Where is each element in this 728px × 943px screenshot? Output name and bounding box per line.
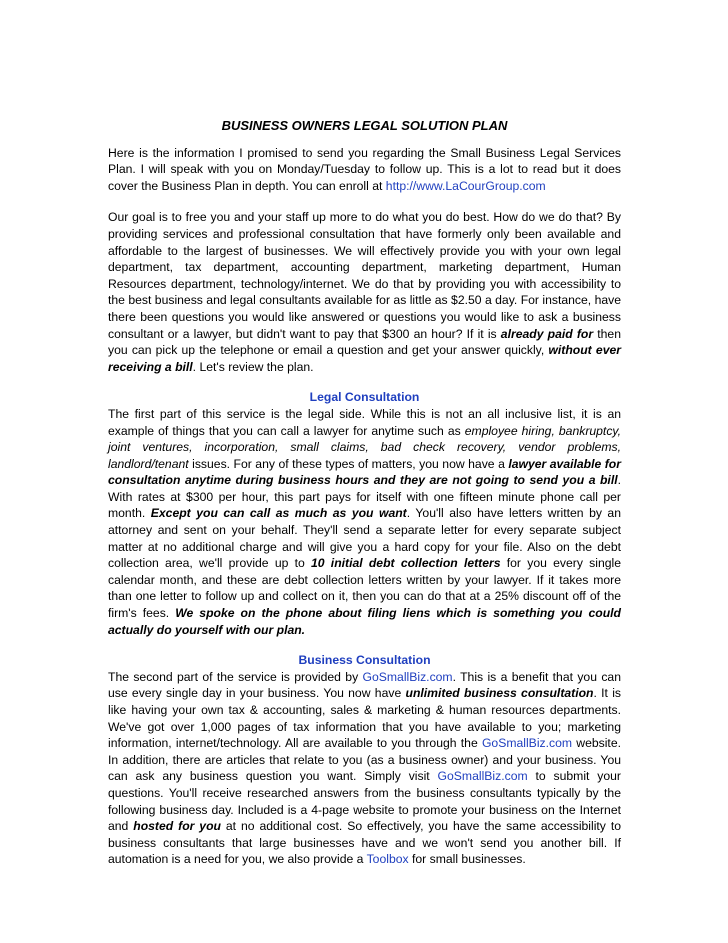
business-text-5: to submit your questions. You'll receive researched answers from the business consultants typically by the following business day. Included is a 4-page website to promote your business on the Internet and [108, 769, 621, 834]
business-emphasis-hosted: hosted for you [133, 819, 221, 834]
goal-text-2: then you can pick up the telephone or email a question and get your answer quickly, [108, 326, 621, 358]
business-emphasis-unlimited: unlimited business consultation [405, 686, 594, 701]
intro-text: Here is the information I promised to send you regarding the Small Business Legal Services Plan. I will speak with you on Monday/Tuesday to follow up. This is a lot to read but it does cover the Business Plan in depth. You can enroll at [108, 145, 621, 193]
business-paragraph [108, 669, 621, 868]
gosmallbiz-link-2[interactable]: GoSmallBiz.com [481, 736, 573, 751]
legal-text-2: issues. For any of these types of matters, you now have a [188, 456, 509, 471]
toolbox-link[interactable]: Toolbox [366, 852, 409, 867]
legal-examples: employee hiring, bankruptcy, joint ventures, incorporation, small claims, bad check recovery, vendor problems, landlord/tenant [108, 423, 621, 471]
goal-emphasis-paid: already paid for [500, 326, 594, 341]
document-page [108, 118, 621, 883]
business-text-4: website. In addition, there are articles that relate to you (as a business owner) and your business. You can ask any business question you want. Simply visit [108, 736, 621, 784]
gosmallbiz-link-1[interactable]: GoSmallBiz.com [362, 669, 453, 684]
lacourgroup-link[interactable]: http://www.LaCourGroup.com [385, 178, 546, 193]
business-text-6: at no additional cost. So effectively, you have the same accessibility to business consultants that large businesses have and we won't send you another bill. If automation is a need for you, we also provide a [108, 819, 621, 867]
legal-emphasis-lawyer: lawyer available for consultation anytime during business hours and they are not going to send you a bill [108, 456, 621, 488]
legal-emphasis-letters: 10 initial debt collection letters [311, 556, 501, 571]
gosmallbiz-link-3[interactable]: GoSmallBiz.com [437, 769, 528, 784]
document-title: BUSINESS OWNERS LEGAL SOLUTION PLAN [221, 118, 508, 133]
business-text-1: The second part of the service is provided by [108, 669, 363, 684]
legal-consultation-heading: Legal Consultation [309, 390, 420, 405]
legal-text-1: The first part of this service is the legal side. While this is not an all inclusive list, it is an example of things that you can call a lawyer for anytime such as [108, 406, 621, 438]
goal-emphasis-no-bill: without ever receiving a bill [108, 343, 621, 374]
business-text-2: . This is a benefit that you can use every single day in your business. You now have [108, 669, 621, 701]
business-text-7: for small businesses. [408, 852, 526, 867]
legal-emphasis-call: Except you can call as much as you want [150, 506, 407, 521]
legal-text-5: for you every single calendar month, and these are debt collection letters written by your lawyer. If it takes more than one letter to follow up and collect on it, then you can do that at a 25% discount off of the firm's fees. [108, 556, 621, 621]
legal-emphasis-liens: We spoke on the phone about filing liens which is something you could actually do yourself with our plan. [108, 606, 621, 637]
goal-text-3: . Let's review the plan. [192, 359, 314, 374]
legal-paragraph [108, 406, 621, 638]
goal-paragraph [108, 209, 621, 375]
legal-text-4: . You'll also have letters written by an attorney and sent on your behalf. They'll send a separate letter for every separate subject matter at no additional charge and will give you a hard copy for your file. Also on the debt collection area, we'll provide up to [108, 506, 621, 571]
business-consultation-heading: Business Consultation [298, 653, 431, 668]
goal-text-1: Our goal is to free you and your staff up more to do what you do best. How do we do that? By providing services and professional consultation that have formerly only been available and affordable to the largest of businesses. We will effectively provide you with your own legal department, tax department, accounting department, marketing department, Human Resources department, technology/internet. We do that by providing you with accessibility to the best business and legal consultants available for as little as $2.50 a day. For instance, have there been questions you would like answered or questions you would like to ask a business consultant or a lawyer, but didn't want to pay that $300 an hour? If it is [108, 210, 621, 341]
business-text-3: . It is like having your own tax & accounting, sales & marketing & human resources departments. We've got over 1,000 pages of tax information that you have available to you; marketing information, internet/technology. All are available to you through the [108, 686, 622, 751]
intro-paragraph [108, 145, 621, 195]
legal-text-3: . With rates at $300 per hour, this part pays for itself with one fifteen minute phone call per month. [108, 473, 621, 521]
